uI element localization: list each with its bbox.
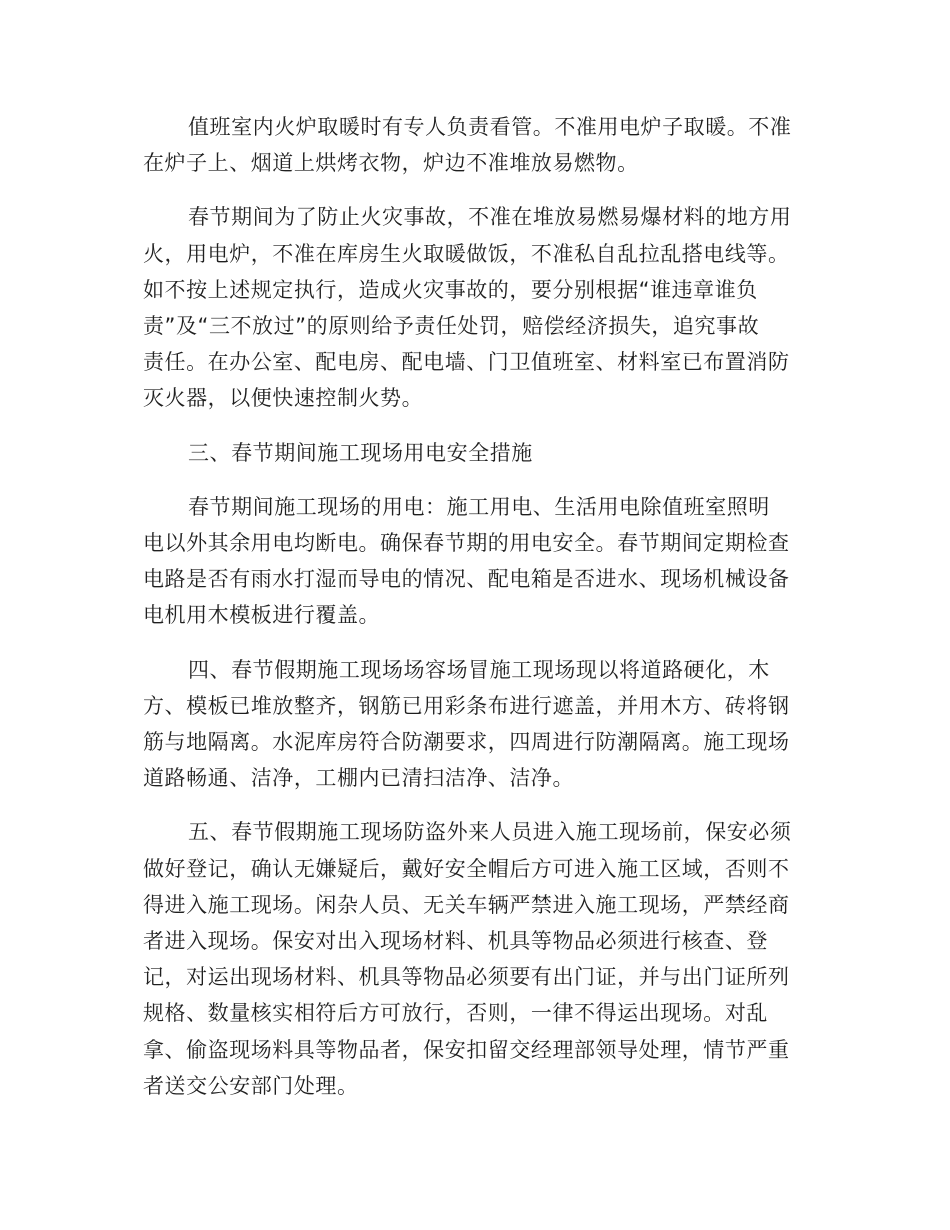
text-line: 筋与地隔离。水泥库房符合防潮要求，四周进行防潮隔离。施工现场 [143,730,790,755]
paragraph-electrical-use [143,489,803,634]
paragraph-theft-prevention [143,814,803,1104]
text-line: 四、春节假期施工现场场容场冒施工现场现以将道路硬化，木 [188,657,770,682]
text-line: 值班室内火炉取暖时有专人负责看管。不准用电炉子取暖。不准 [188,115,792,139]
document-body [143,109,803,1104]
text-line: 做好登记，确认无嫌疑后，戴好安全帽后方可进入施工区域，否则不 [143,856,790,881]
text-line: 火，用电炉，不准在库房生火取暖做饭，不准私自乱拉乱搭电线等。 [143,241,790,266]
text-line: 如不按上述规定执行，造成火灾事故的，要分别根据“谁违章谁负 [143,277,758,302]
text-line: 责任。在办公室、配电房、配电墙、门卫值班室、材料室已布置消防 [143,350,790,375]
paragraph-heating-rules [143,109,803,181]
text-line: 方、模板已堆放整齐，钢筋已用彩条布进行遮盖，并用木方、砖将钢 [143,693,790,718]
text-line: 得进入施工现场。闲杂人员、无关车辆严禁进入施工现场，严禁经商 [143,892,790,917]
section-heading-electrical-safety [143,435,803,471]
text-line: 责”及“三不放过”的原则给予责任处罚，赔偿经济损失，追究事故 [143,314,760,339]
text-line: 电机用木模板进行覆盖。 [143,603,381,628]
text-line: 电路是否有雨水打湿而导电的情况、配电箱是否进水、现场机械设备 [143,567,790,592]
text-line: 春节期间施工现场的用电：施工用电、生活用电除值班室照明 [188,494,770,519]
paragraph-site-appearance [143,652,803,797]
text-line: 在炉子上、烟道上烘烤衣物，炉边不准堆放易燃物。 [143,151,639,176]
text-line: 拿、偷盗现场料具等物品者，保安扣留交经理部领导处理，情节严重 [143,1037,790,1062]
text-line: 记，对运出现场材料、机具等物品必须要有出门证，并与出门证所列 [143,965,790,990]
text-line: 灭火器，以便快速控制火势。 [143,386,424,411]
text-line: 道路畅通、洁净，工棚内已清扫洁净、洁净。 [143,766,574,791]
text-line: 规格、数量核实相符后方可放行，否则，一律不得运出现场。对乱 [143,1001,768,1026]
text-line: 春节期间为了防止火灾事故，不准在堆放易燃易爆材料的地方用 [188,205,792,230]
text-line: 五、春节假期施工现场防盗外来人员进入施工现场前，保安必须 [188,820,792,845]
text-line: 者进入现场。保安对出入现场材料、机具等物品必须进行核查、登 [143,929,768,954]
text-line: 电以外其余用电均断电。确保春节期的用电安全。春节期间定期检查 [143,531,790,556]
text-line: 者送交公安部门处理。 [143,1073,359,1098]
paragraph-fire-prevention [143,199,803,416]
text-line: 三、春节期间施工现场用电安全措施 [188,440,533,465]
